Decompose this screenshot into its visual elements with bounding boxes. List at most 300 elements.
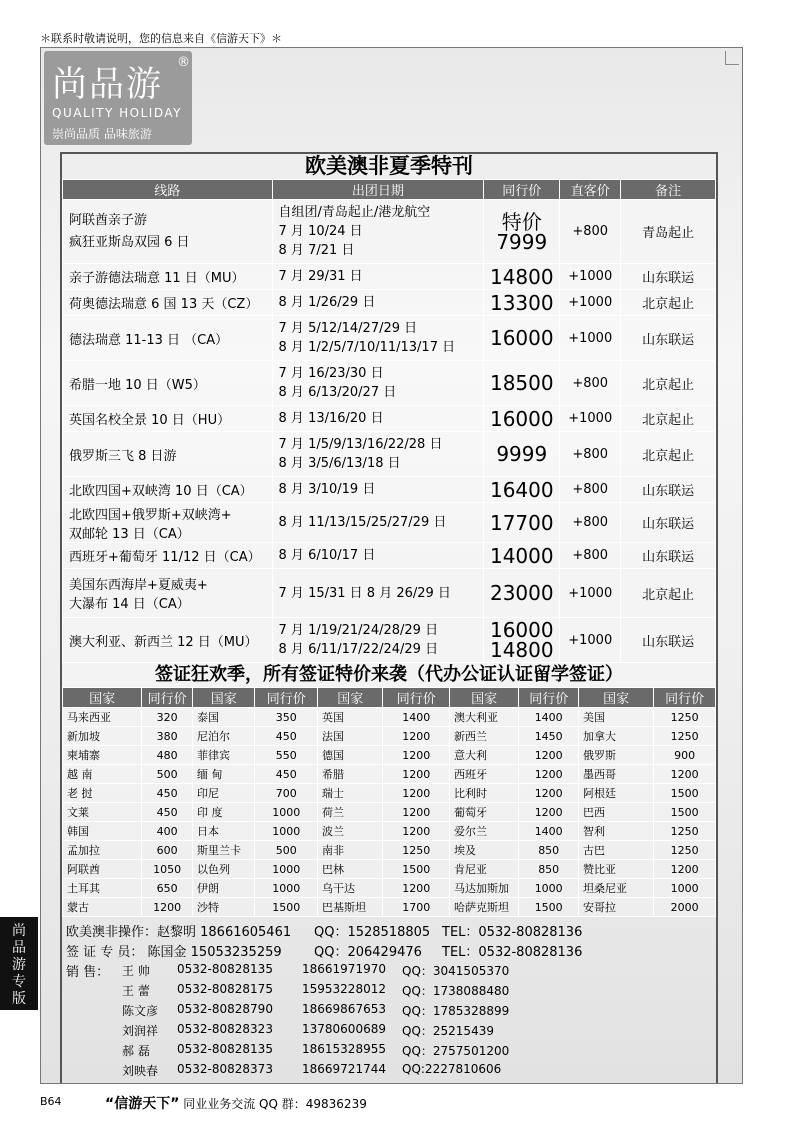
- visa-country: 智利: [579, 822, 654, 841]
- visa-price: 1050: [142, 860, 193, 879]
- visa-price: 1400: [519, 708, 579, 727]
- visa-price: 450: [142, 784, 193, 803]
- visa-price: 1200: [142, 898, 193, 917]
- trade-price-cell-line: 16400: [489, 477, 554, 502]
- route-cell-line: 西班牙+葡萄牙 11/12 日（CA）: [69, 550, 261, 565]
- visa-country: 赞比亚: [579, 860, 654, 879]
- tour-row: [63, 432, 716, 477]
- visa-price: 450: [142, 803, 193, 822]
- visa-country: 日本: [192, 822, 254, 841]
- direct-price-cell: +800: [560, 200, 621, 264]
- visa-price: 1250: [654, 708, 716, 727]
- note-cell: 北京起止: [621, 569, 716, 618]
- route-cell: [63, 361, 273, 406]
- visa-price: 500: [142, 765, 193, 784]
- operator-tel: TEL：0532-80828136: [442, 925, 583, 940]
- note-cell: 北京起止: [621, 432, 716, 477]
- trade-price-cell-line: 13300: [489, 290, 554, 315]
- sales-tel: 0532-80828323: [177, 1022, 273, 1036]
- sales-mobile: 18615328955: [302, 1042, 386, 1056]
- operator-qq: QQ：1528518805: [314, 925, 431, 940]
- visa-price: 1200: [654, 860, 716, 879]
- visa-country: 土耳其: [63, 879, 142, 898]
- visa-country: 安哥拉: [579, 898, 654, 917]
- logo-registered: ®: [177, 55, 190, 70]
- dates-cell-line: 8 月 13/16/20 日: [278, 411, 384, 426]
- visa-price: 650: [142, 879, 193, 898]
- visa-price: 1200: [383, 784, 450, 803]
- visa-country: 南非: [318, 841, 383, 860]
- visa-country: 马来西亚: [63, 708, 142, 727]
- side-tab-char: 专: [12, 974, 26, 990]
- logo: [44, 51, 192, 145]
- visa-country: 沙特: [192, 898, 254, 917]
- dates-cell: [272, 569, 484, 618]
- visa-country: 英国: [318, 708, 383, 727]
- trade-price-cell: [484, 290, 560, 316]
- visa-price: 1450: [519, 727, 579, 746]
- sales-name: 陈文彦: [122, 1004, 159, 1018]
- visa-country: 波兰: [318, 822, 383, 841]
- route-cell: [63, 543, 273, 569]
- visa-row: [63, 841, 716, 860]
- trade-price-cell: [484, 316, 560, 361]
- visa-country: 西班牙: [450, 765, 519, 784]
- footer-slogan: [105, 1093, 367, 1113]
- visa-country: 文莱: [63, 803, 142, 822]
- visa-price: 1000: [519, 879, 579, 898]
- trade-price-cell: [484, 406, 560, 432]
- tour-row: [63, 569, 716, 618]
- dates-cell-line: 7 月 16/23/30 日: [278, 366, 384, 381]
- visa-price: 1200: [383, 746, 450, 765]
- visa-country: 以色列: [192, 860, 254, 879]
- route-cell-line: 大瀑布 14 日（CA）: [69, 597, 190, 612]
- footer-slogan-main: “信游天下”: [105, 1096, 180, 1112]
- dates-cell-line: 8 月 1/26/29 日: [278, 295, 376, 310]
- route-cell-line: 俄罗斯三飞 8 日游: [69, 448, 177, 464]
- visa-header-price: 同行价: [383, 688, 450, 708]
- note-cell: 山东联运: [621, 264, 716, 290]
- page-frame: [40, 47, 743, 1084]
- tour-section: [60, 152, 718, 1084]
- tour-title: 欧美澳非夏季特刊: [62, 154, 716, 179]
- visa-country: 孟加拉: [63, 841, 142, 860]
- visa-price: 1500: [255, 898, 318, 917]
- header-route: 线路: [63, 180, 273, 200]
- visa-row: [63, 803, 716, 822]
- direct-price-cell: +1000: [560, 264, 621, 290]
- route-cell: [63, 503, 273, 543]
- visa-price: 380: [142, 727, 193, 746]
- route-cell-line: 德法瑞意 11-13 日 （CA）: [69, 332, 229, 348]
- visa-country: 乌干达: [318, 879, 383, 898]
- trade-price-cell-line: 特价: [501, 209, 542, 234]
- dates-cell: [272, 543, 484, 569]
- side-tab-char: 品: [12, 940, 26, 956]
- visa-country: 越 南: [63, 765, 142, 784]
- dates-cell-line: 8 月 6/10/17 日: [278, 548, 376, 563]
- visa-country: 缅 甸: [192, 765, 254, 784]
- sales-qq: QQ：3041505370: [402, 964, 510, 978]
- dates-cell-line: 7 月 5/12/14/27/29 日: [278, 321, 418, 336]
- tour-row: [63, 316, 716, 361]
- visa-table: [62, 687, 716, 917]
- header-direct-price: 直客价: [560, 180, 621, 200]
- visa-price: 1200: [383, 727, 450, 746]
- logo-english: QUALITY HOLIDAY: [52, 106, 182, 120]
- visa-country: 比利时: [450, 784, 519, 803]
- visa-country: 老 挝: [63, 784, 142, 803]
- visa-price: 1200: [519, 765, 579, 784]
- dates-cell-line: 8 月 3/5/6/13/18 日: [278, 456, 401, 471]
- visa-price: 850: [519, 860, 579, 879]
- note-cell: 山东联运: [621, 316, 716, 361]
- footer-slogan-rest: 同业业务交流 QQ 群：49836239: [183, 1097, 367, 1111]
- header-trade-price: 同行价: [484, 180, 560, 200]
- visa-country: 阿联酋: [63, 860, 142, 879]
- visa-price: 1200: [383, 822, 450, 841]
- dates-cell-line: 7 月 29/31 日: [278, 269, 363, 284]
- visa-row: [63, 879, 716, 898]
- route-cell-line: 北欧四国+双峡湾 10 日（CA）: [69, 484, 253, 499]
- direct-price-cell: +1000: [560, 290, 621, 316]
- visa-price: 2000: [654, 898, 716, 917]
- visa-country: 巴林: [318, 860, 383, 879]
- visa-price: 1000: [255, 822, 318, 841]
- visa-country: 巴基斯坦: [318, 898, 383, 917]
- sales-qq: QQ：1785328899: [402, 1004, 510, 1018]
- dates-cell-line: 8 月 6/13/20/27 日: [278, 385, 397, 400]
- dates-cell-line: 8 月 7/21 日: [278, 243, 355, 258]
- dates-cell: [272, 503, 484, 543]
- visa-country: 美国: [579, 708, 654, 727]
- visa-price: 1000: [654, 879, 716, 898]
- visa-country: 埃及: [450, 841, 519, 860]
- visa-price: 700: [255, 784, 318, 803]
- visa-price: 450: [255, 727, 318, 746]
- dates-cell: [272, 264, 484, 290]
- visa-country: 马达加斯加: [450, 879, 519, 898]
- visa-header-country: 国家: [579, 688, 654, 708]
- visa-country: 菲律宾: [192, 746, 254, 765]
- visa-price: 1200: [383, 803, 450, 822]
- trade-price-cell-line: 14800: [489, 638, 554, 662]
- note-cell: 北京起止: [621, 290, 716, 316]
- visa-country: 加拿大: [579, 727, 654, 746]
- route-cell-line: 双邮轮 13 日（CA）: [69, 526, 190, 542]
- sales-tel: 0532-80828135: [177, 1042, 273, 1056]
- visa-country: 蒙古: [63, 898, 142, 917]
- tour-table: [62, 179, 716, 663]
- visa-row: [63, 746, 716, 765]
- trade-price-cell-line: 17700: [489, 510, 554, 535]
- visa-country: 意大利: [450, 746, 519, 765]
- visa-price: 1000: [255, 879, 318, 898]
- route-cell-line: 亲子游德法瑞意 11 日（MU）: [69, 271, 245, 286]
- visa-price: 1200: [519, 803, 579, 822]
- visa-price: 500: [255, 841, 318, 860]
- route-cell: [63, 264, 273, 290]
- tour-row: [63, 477, 716, 503]
- logo-brand: 尚品游: [52, 65, 164, 105]
- trade-price-cell-line: 18500: [489, 371, 554, 395]
- visa-price: 1500: [519, 898, 579, 917]
- note-cell: 北京起止: [621, 406, 716, 432]
- dates-cell: [272, 316, 484, 361]
- side-tab: [0, 917, 38, 1010]
- visa-agent-line: 签 证 专 员： 陈国金 15053235259: [66, 945, 282, 960]
- dates-cell-line: 8 月 1/2/5/7/10/11/13/17 日: [278, 340, 456, 355]
- tour-header-row: [63, 180, 716, 200]
- direct-price-cell: +1000: [560, 316, 621, 361]
- visa-price: 1200: [519, 784, 579, 803]
- trade-price-cell: [484, 477, 560, 503]
- visa-price: 1500: [383, 860, 450, 879]
- visa-country: 俄罗斯: [579, 746, 654, 765]
- direct-price-cell: +800: [560, 503, 621, 543]
- route-cell-line: 阿联酋亲子游: [69, 212, 148, 228]
- visa-title: 签证狂欢季，所有签证特价来袭（代办公证认证留学签证）: [62, 663, 716, 687]
- dates-cell: [272, 200, 484, 264]
- sales-mobile: 15953228012: [302, 982, 386, 996]
- trade-price-cell: [484, 264, 560, 290]
- note-cell: 北京起止: [621, 361, 716, 406]
- visa-price: 1250: [654, 841, 716, 860]
- visa-country: 印 度: [192, 803, 254, 822]
- dates-cell-line: 7 月 1/5/9/13/16/22/28 日: [278, 437, 443, 452]
- visa-country: 韩国: [63, 822, 142, 841]
- direct-price-cell: +800: [560, 432, 621, 477]
- tour-row: [63, 361, 716, 406]
- sales-name: 刘映春: [122, 1064, 159, 1078]
- visa-country: 尼泊尔: [192, 727, 254, 746]
- visa-country: 爱尔兰: [450, 822, 519, 841]
- trade-price-cell: [484, 503, 560, 543]
- contacts: [62, 917, 716, 1084]
- route-cell-line: 疯狂亚斯岛双园 6 日: [69, 234, 190, 250]
- sales-name: 王 帅: [122, 964, 150, 978]
- visa-country: 巴西: [579, 803, 654, 822]
- direct-price-cell: +1000: [560, 618, 621, 663]
- route-cell: [63, 432, 273, 477]
- direct-price-cell: +800: [560, 477, 621, 503]
- visa-country: 古巴: [579, 841, 654, 860]
- route-cell: [63, 290, 273, 316]
- direct-price-cell: +800: [560, 361, 621, 406]
- visa-price: 1200: [383, 879, 450, 898]
- visa-price: 1400: [383, 708, 450, 727]
- sales-name: 刘润祥: [122, 1024, 159, 1038]
- sales-name: 郝 磊: [122, 1044, 150, 1058]
- sales-tel: 0532-80828790: [177, 1002, 273, 1016]
- tour-row: [63, 406, 716, 432]
- dates-cell: [272, 290, 484, 316]
- trade-price-cell-line: 23000: [489, 581, 554, 605]
- visa-country: 斯里兰卡: [192, 841, 254, 860]
- visa-country: 新加坡: [63, 727, 142, 746]
- page-number: B64: [40, 1095, 62, 1108]
- visa-header-price: 同行价: [654, 688, 716, 708]
- dates-cell: [272, 361, 484, 406]
- route-cell-line: 希腊一地 10 日（W5）: [69, 377, 206, 393]
- header-note: 备注: [621, 180, 716, 200]
- dates-cell: [272, 432, 484, 477]
- visa-country: 瑞士: [318, 784, 383, 803]
- trade-price-cell: [484, 569, 560, 618]
- trade-price-cell-line: 16000: [489, 326, 554, 350]
- tour-row: [63, 200, 716, 264]
- note-cell: 山东联运: [621, 503, 716, 543]
- visa-price: 1200: [519, 746, 579, 765]
- visa-price: 900: [654, 746, 716, 765]
- side-tab-char: 版: [12, 991, 26, 1007]
- sales-qq: QQ：1738088480: [402, 984, 510, 998]
- route-cell: [63, 316, 273, 361]
- visa-header-price: 同行价: [255, 688, 318, 708]
- sales-mobile: 18669867653: [302, 1002, 386, 1016]
- visa-price: 1000: [255, 803, 318, 822]
- dates-cell-line: 自组团/青岛起止/港龙航空: [278, 205, 431, 220]
- dates-cell-line: 7 月 1/19/21/24/28/29 日: [278, 623, 439, 638]
- visa-header-price: 同行价: [142, 688, 193, 708]
- tour-row: [63, 290, 716, 316]
- visa-price: 1400: [519, 822, 579, 841]
- visa-price: 350: [255, 708, 318, 727]
- visa-country: 法国: [318, 727, 383, 746]
- note-cell: 山东联运: [621, 543, 716, 569]
- trade-price-cell-line: 16000: [489, 618, 554, 642]
- trade-price-cell: [484, 543, 560, 569]
- visa-row: [63, 765, 716, 784]
- visa-row: [63, 784, 716, 803]
- tour-row: [63, 264, 716, 290]
- visa-country: 肯尼亚: [450, 860, 519, 879]
- visa-country: 柬埔寨: [63, 746, 142, 765]
- trade-price-cell: [484, 200, 560, 264]
- visa-country: 葡萄牙: [450, 803, 519, 822]
- trade-price-cell-line: 16000: [489, 406, 554, 431]
- visa-price: 1500: [654, 803, 716, 822]
- sales-tel: 0532-80828175: [177, 982, 273, 996]
- sales-qq: QQ：25215439: [402, 1024, 494, 1038]
- trade-price-cell-line: 9999: [496, 442, 548, 466]
- direct-price-cell: +1000: [560, 569, 621, 618]
- visa-header-country: 国家: [318, 688, 383, 708]
- sales-qq: QQ:2227810606: [402, 1062, 502, 1076]
- direct-price-cell: +800: [560, 543, 621, 569]
- visa-country: 澳大利亚: [450, 708, 519, 727]
- route-cell: [63, 406, 273, 432]
- visa-country: 泰国: [192, 708, 254, 727]
- visa-country: 哈萨克斯坦: [450, 898, 519, 917]
- tour-row: [63, 618, 716, 663]
- visa-row: [63, 898, 716, 917]
- header-dates: 出团日期: [272, 180, 484, 200]
- visa-header-country: 国家: [450, 688, 519, 708]
- visa-price: 1200: [383, 765, 450, 784]
- note-cell: 山东联运: [621, 618, 716, 663]
- visa-header-row: [63, 688, 716, 708]
- visa-header-price: 同行价: [519, 688, 579, 708]
- trade-price-cell: [484, 618, 560, 663]
- visa-row: [63, 822, 716, 841]
- visa-country: 印尼: [192, 784, 254, 803]
- visa-price: 850: [519, 841, 579, 860]
- visa-price: 480: [142, 746, 193, 765]
- visa-country: 荷兰: [318, 803, 383, 822]
- sales-mobile: 18669721744: [302, 1062, 386, 1076]
- visa-price: 1250: [383, 841, 450, 860]
- visa-price: 1200: [654, 765, 716, 784]
- sales-tel: 0532-80828373: [177, 1062, 273, 1076]
- dates-cell-line: 8 月 6/11/17/22/24/29 日: [278, 642, 439, 657]
- visa-country: 德国: [318, 746, 383, 765]
- dates-cell: [272, 477, 484, 503]
- dates-cell-line: 8 月 11/13/15/25/27/29 日: [278, 515, 447, 530]
- route-cell: [63, 477, 273, 503]
- visa-row: [63, 727, 716, 746]
- visa-country: 伊朗: [192, 879, 254, 898]
- visa-row: [63, 860, 716, 879]
- dates-cell-line: 7 月 10/24 日: [278, 224, 363, 239]
- sales-label: 销 售：: [66, 965, 110, 980]
- note-cell: 山东联运: [621, 477, 716, 503]
- visa-price: 550: [255, 746, 318, 765]
- visa-price: 1000: [255, 860, 318, 879]
- corner-mark: [725, 51, 739, 65]
- sales-name: 王 蕾: [122, 984, 150, 998]
- visa-country: 墨西哥: [579, 765, 654, 784]
- side-tab-char: 尚: [12, 923, 26, 939]
- tour-row: [63, 503, 716, 543]
- visa-country: 坦桑尼亚: [579, 879, 654, 898]
- dates-cell-line: 8 月 3/10/19 日: [278, 482, 376, 497]
- dates-cell: [272, 406, 484, 432]
- trade-price-cell: [484, 361, 560, 406]
- visa-header-country: 国家: [63, 688, 142, 708]
- visa-header-country: 国家: [192, 688, 254, 708]
- note-cell: 青岛起止: [621, 200, 716, 264]
- route-cell-line: 美国东西海岸+夏威夷+: [69, 578, 208, 593]
- trade-price-cell-line: 14000: [489, 543, 554, 568]
- visa-agent-tel: TEL：0532-80828136: [442, 945, 583, 960]
- visa-price: 600: [142, 841, 193, 860]
- route-cell-line: 澳大利亚、新西兰 12 日（MU）: [69, 634, 258, 650]
- visa-price: 1250: [654, 727, 716, 746]
- sales-mobile: 13780600689: [302, 1022, 386, 1036]
- trade-price-cell: [484, 432, 560, 477]
- route-cell: [63, 569, 273, 618]
- visa-price: 1700: [383, 898, 450, 917]
- trade-price-cell-line: 7999: [496, 229, 548, 254]
- visa-country: 希腊: [318, 765, 383, 784]
- logo-slogan: 崇尚品质 品味旅游: [52, 127, 152, 141]
- direct-price-cell: +1000: [560, 406, 621, 432]
- visa-price: 450: [255, 765, 318, 784]
- visa-price: 1500: [654, 784, 716, 803]
- visa-price: 320: [142, 708, 193, 727]
- tour-row: [63, 543, 716, 569]
- top-note: ＊联系时敬请说明，您的信息来自《信游天下》＊: [40, 32, 282, 45]
- route-cell-line: 北欧四国+俄罗斯+双峡湾+: [69, 507, 232, 523]
- visa-country: 阿根廷: [579, 784, 654, 803]
- visa-price: 1250: [654, 822, 716, 841]
- visa-agent-qq: QQ：206429476: [314, 945, 422, 960]
- side-tab-char: 游: [12, 957, 26, 973]
- visa-country: 新西兰: [450, 727, 519, 746]
- dates-cell: [272, 618, 484, 663]
